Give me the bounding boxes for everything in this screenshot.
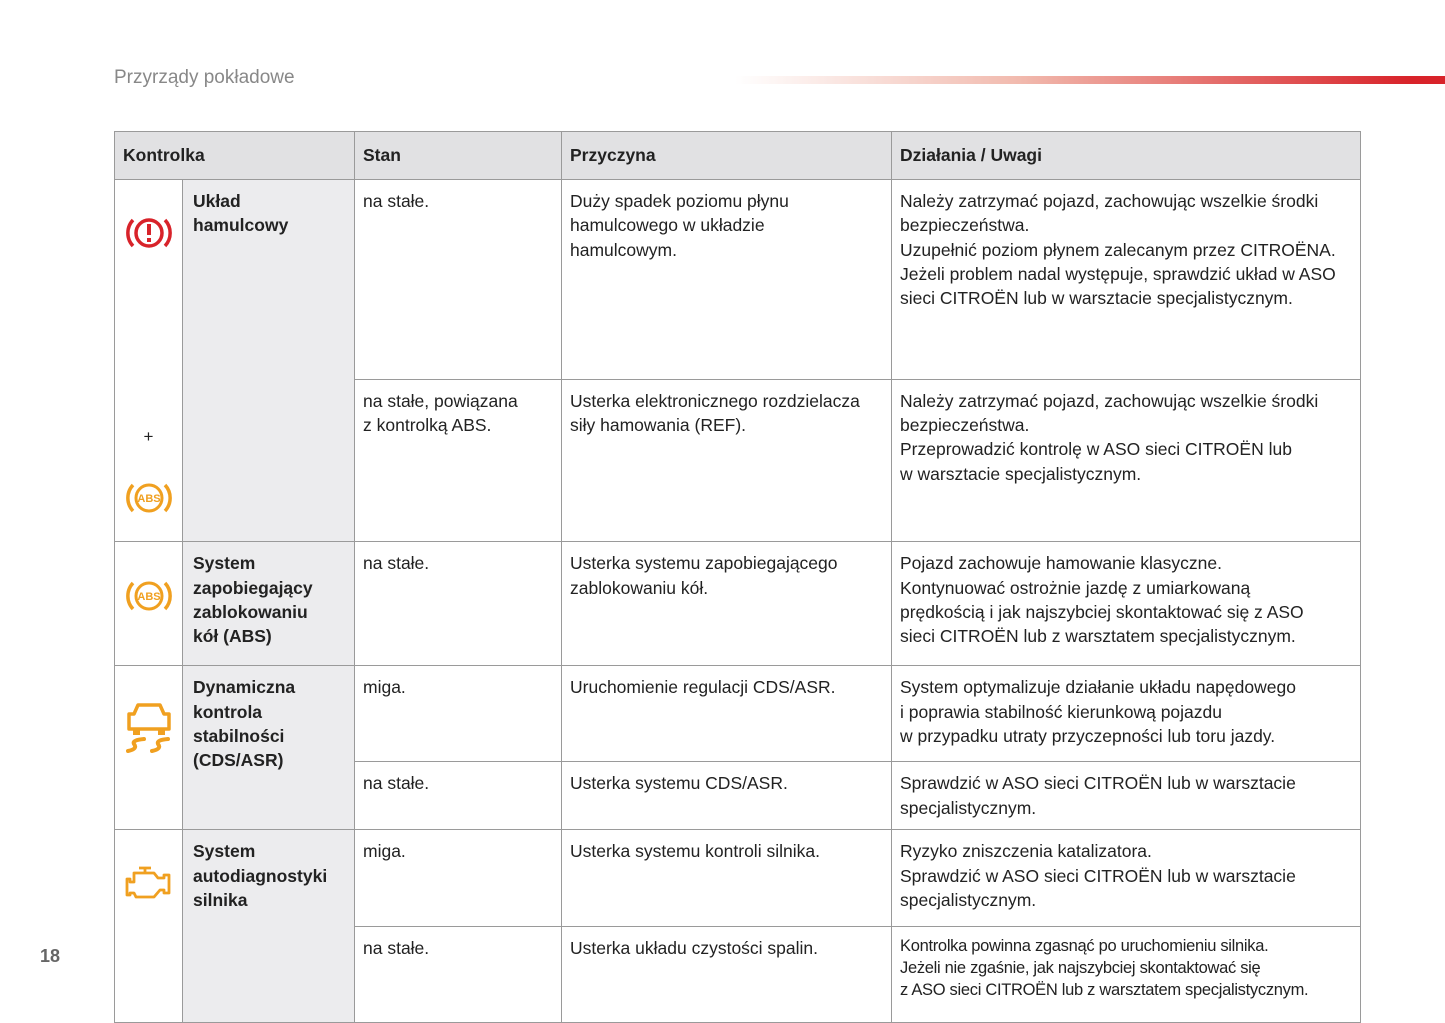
stan-cell: na stałe. [355,927,562,1023]
table-row [115,666,1361,762]
engine-check-icon [124,865,174,903]
group-label: System autodiagnostyki silnika [183,830,355,1023]
icon-cell [115,180,183,542]
przyczyna-cell: Uruchomienie regulacji CDS/ASR. [562,666,892,762]
table-row [115,830,1361,927]
table-row [115,180,1361,380]
dzialania-cell: Należy zatrzymać pojazd, zachowując wszelkie środki bezpieczeństwa. Przeprowadzić kontrolę w ASO sieci CITROËN lub w warsztacie specjalistycznym. [892,379,1361,542]
abs-icon [125,479,173,517]
icon-cell [115,666,183,830]
column-header-dzialania: Działania / Uwagi [892,132,1361,180]
dzialania-cell: Kontrolka powinna zgasnąć po uruchomieniu silnika. Jeżeli nie zgaśnie, jak najszybciej skontaktować się z ASO sieci CITROËN lub z warsztatem specjalistycznym. [892,927,1361,1023]
section-title: Przyrządy pokładowe [114,67,295,88]
svg-text:ABS: ABS [136,590,161,603]
brake-warning-icon [125,214,173,252]
svg-text:ABS: ABS [136,493,161,506]
dzialania-cell: Ryzyko zniszczenia katalizatora. Sprawdzić w ASO sieci CITROËN lub w warsztacie specjalistycznym. [892,830,1361,927]
icon-cell [115,830,183,1023]
przyczyna-cell: Usterka układu czystości spalin. [562,927,892,1023]
icon-cell [115,542,183,666]
group-label: System zapobiegający zablokowaniu kół (ABS) [183,542,355,666]
przyczyna-cell: Usterka systemu zapobiegającego zablokowaniu kół. [562,542,892,666]
group-label: Układ hamulcowy [183,180,355,542]
stability-control-icon [124,701,174,755]
table-header-row [115,132,1361,180]
abs-icon [125,577,173,615]
dzialania-cell: Pojazd zachowuje hamowanie klasyczne. Kontynuować ostrożnie jazdę z umiarkowaną prędkością i jak najszybciej skontaktować się z ASO sieci CITROËN lub z warsztatem specjalistycznym. [892,542,1361,666]
plus-sign: + [143,426,154,446]
stan-cell: na stałe, powiązana z kontrolką ABS. [355,379,562,542]
stan-cell: na stałe. [355,180,562,380]
header-accent-bar [735,76,1445,84]
dzialania-cell: Należy zatrzymać pojazd, zachowując wszelkie środki bezpieczeństwa. Uzupełnić poziom płynem zalecanym przez CITROËNA. Jeżeli problem nadal występuje, sprawdzić układ w ASO sieci CITROËN lub w warsztacie specjalistycznym. [892,180,1361,380]
dzialania-cell: Sprawdzić w ASO sieci CITROËN lub w warsztacie specjalistycznym. [892,762,1361,830]
stan-cell: na stałe. [355,762,562,830]
przyczyna-cell: Usterka systemu CDS/ASR. [562,762,892,830]
przyczyna-cell: Duży spadek poziomu płynu hamulcowego w układzie hamulcowym. [562,180,892,380]
stan-cell: miga. [355,830,562,927]
stan-cell: miga. [355,666,562,762]
group-label: Dynamiczna kontrola stabilności (CDS/ASR) [183,666,355,830]
warning-lights-table [114,131,1361,1023]
przyczyna-cell: Usterka systemu kontroli silnika. [562,830,892,927]
column-header-stan: Stan [355,132,562,180]
dzialania-cell: System optymalizuje działanie układu napędowego i poprawia stabilność kierunkową pojazdu w przypadku utraty przyczepności lub toru jazdy. [892,666,1361,762]
table-row [115,542,1361,666]
przyczyna-cell: Usterka elektronicznego rozdzielacza siły hamowania (REF). [562,379,892,542]
page-number: 18 [40,946,61,966]
stan-cell: na stałe. [355,542,562,666]
column-header-kontrolka: Kontrolka [115,132,355,180]
column-header-przyczyna: Przyczyna [562,132,892,180]
